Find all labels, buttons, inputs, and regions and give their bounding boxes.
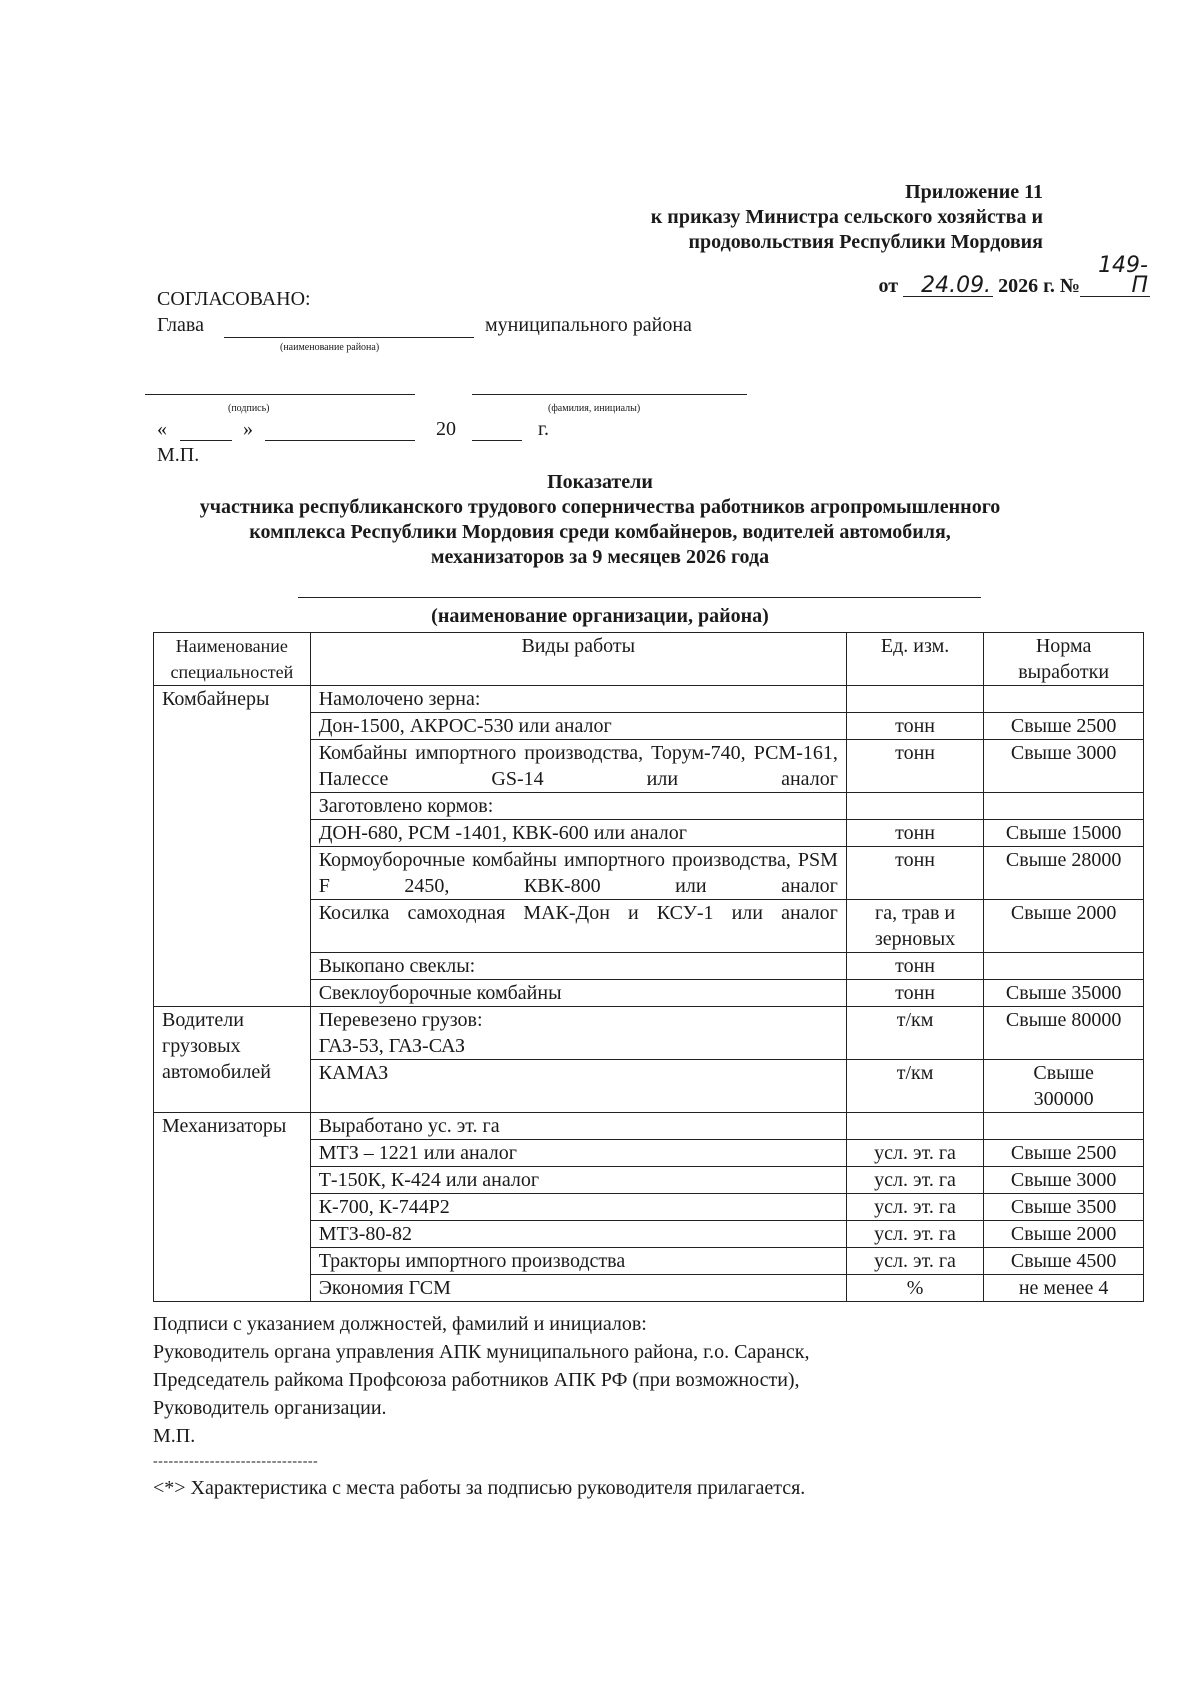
handwritten-order-number: 149-П	[1080, 256, 1150, 297]
specialty-drivers: Водители грузовых автомобилей	[154, 1007, 311, 1113]
work-cell: КАМАЗ	[310, 1060, 846, 1113]
work-cell: МТЗ-80-82	[310, 1221, 846, 1248]
work-cell: Намолочено зерна:	[310, 686, 846, 713]
appendix-title: Приложение 11	[905, 181, 1043, 203]
norm-cell: Свыше 80000	[984, 1007, 1144, 1060]
agreed-label: СОГЛАСОВАНО:	[157, 288, 311, 310]
norm-cell	[984, 686, 1144, 713]
stamp-label: М.П.	[157, 444, 200, 466]
footnote: <*> Характеристика с места работы за подписью руководителя прилагается.	[153, 1477, 806, 1499]
district-line	[224, 337, 474, 338]
title-line-3: комплекса Республики Мордовия среди комбайнеров, водителей автомобиля,	[249, 521, 951, 543]
work-cell: Косилка самоходная МАК-Дон и КСУ-1 или аналог	[310, 900, 846, 953]
work-line: ГАЗ-53, ГАЗ-САЗ	[318, 1035, 466, 1057]
header-unit: Ед. изм.	[846, 633, 983, 686]
unit-cell	[846, 1113, 983, 1140]
norm-cell: Свыше 2000	[984, 1221, 1144, 1248]
unit-cell: усл. эт. га	[846, 1167, 983, 1194]
norm-cell	[984, 793, 1144, 820]
unit-cell: усл. эт. га	[846, 1140, 983, 1167]
work-cell: Заготовлено кормов:	[310, 793, 846, 820]
unit-cell: т/км	[846, 1060, 983, 1113]
unit-cell: т/км	[846, 1007, 983, 1060]
work-cell: Выкопано свеклы:	[310, 953, 846, 980]
name-line	[472, 394, 747, 395]
norm-cell: Свыше 3000	[984, 740, 1144, 793]
unit-cell: тонн	[846, 820, 983, 847]
unit-cell: тонн	[846, 953, 983, 980]
unit-cell	[846, 793, 983, 820]
norm-cell: Свыше 2000	[984, 900, 1144, 953]
table-row	[154, 686, 1144, 713]
district-caption: (наименование района)	[280, 342, 380, 353]
date-prefix: от	[878, 275, 899, 297]
district-suffix: муниципального района	[485, 314, 692, 336]
signatory-union-chair: Председатель райкома Профсоюза работников АПК РФ (при возможности),	[153, 1369, 800, 1391]
header-specialty: Наименование специальностей	[154, 633, 311, 686]
order-date-line	[878, 253, 1151, 299]
unit-cell: усл. эт. га	[846, 1248, 983, 1275]
month-line	[265, 440, 415, 441]
unit-cell	[846, 686, 983, 713]
unit-cell: усл. эт. га	[846, 1221, 983, 1248]
year-suffix: г.	[538, 418, 549, 440]
work-cell: Экономия ГСМ	[310, 1275, 846, 1302]
header-work: Виды работы	[310, 633, 846, 686]
handwritten-date: 24.09.	[903, 276, 993, 297]
norm-cell: не менее 4	[984, 1275, 1144, 1302]
work-cell: Тракторы импортного производства	[310, 1248, 846, 1275]
table-row	[154, 1007, 1144, 1060]
work-cell: ДОН-680, РСМ -1401, КВК-600 или аналог	[310, 820, 846, 847]
table-header-row	[154, 633, 1144, 686]
name-caption: (фамилия, инициалы)	[548, 403, 641, 414]
footer-stamp-label: М.П.	[153, 1425, 196, 1447]
indicators-table	[153, 632, 1144, 1302]
work-cell: Комбайны импортного производства, Торум-740, РСМ-161, Палессе GS-14 или аналог	[310, 740, 846, 793]
norm-cell: Свыше 3500	[984, 1194, 1144, 1221]
work-cell: Кормоуборочные комбайны импортного производства, PSM F 2450, КВК-800 или аналог	[310, 847, 846, 900]
order-year: 2026 г. №	[998, 275, 1080, 297]
unit-cell: усл. эт. га	[846, 1194, 983, 1221]
norm-cell	[984, 953, 1144, 980]
unit-cell: тонн	[846, 740, 983, 793]
order-reference: к приказу Министра сельского хозяйства и	[650, 206, 1043, 228]
norm-cell: Свыше 15000	[984, 820, 1144, 847]
title-line-4: механизаторов за 9 месяцев 2026 года	[430, 546, 770, 568]
work-cell: МТЗ – 1221 или аналог	[310, 1140, 846, 1167]
document-title: Показатели	[547, 471, 653, 493]
signatory-organization-head: Руководитель организации.	[153, 1397, 387, 1419]
year-line	[472, 440, 522, 441]
unit-cell: тонн	[846, 980, 983, 1007]
norm-cell: Свыше 2500	[984, 1140, 1144, 1167]
organization-caption: (наименование организации, района)	[431, 605, 769, 627]
signatory-apk-head: Руководитель органа управления АПК муниципального района, г.о. Саранск,	[153, 1341, 810, 1363]
unit-cell: тонн	[846, 847, 983, 900]
year-prefix: 20	[436, 418, 456, 440]
unit-cell: %	[846, 1275, 983, 1302]
unit-cell: тонн	[846, 713, 983, 740]
work-cell: Свеклоуборочные комбайны	[310, 980, 846, 1007]
quote-close: »	[243, 418, 253, 440]
work-cell: Выработано ус. эт. га	[310, 1113, 846, 1140]
footnote-separator: --------------------------------	[153, 1454, 319, 1469]
norm-cell: Свыше 2500	[984, 713, 1144, 740]
header-norm: Норма выработки	[984, 633, 1144, 686]
norm-cell: Свыше 28000	[984, 847, 1144, 900]
norm-cell: Свыше 35000	[984, 980, 1144, 1007]
norm-cell: Свыше 300000	[984, 1060, 1144, 1113]
norm-cell	[984, 1113, 1144, 1140]
ministry-name: продовольствия Республики Мордовия	[688, 231, 1043, 253]
work-cell: Дон-1500, АКРОС-530 или аналог	[310, 713, 846, 740]
signature-line	[145, 394, 415, 395]
unit-cell: га, трав и зерновых	[846, 900, 983, 953]
specialty-combiners: Комбайнеры	[154, 686, 311, 1007]
work-cell: Т-150К, К-424 или аналог	[310, 1167, 846, 1194]
norm-cell: Свыше 3000	[984, 1167, 1144, 1194]
specialty-mechanics: Механизаторы	[154, 1113, 311, 1302]
quote-open: «	[157, 418, 167, 440]
head-label: Глава	[157, 314, 204, 336]
signature-caption: (подпись)	[228, 403, 270, 414]
norm-cell: Свыше 4500	[984, 1248, 1144, 1275]
work-line: Перевезено грузов:	[318, 1009, 483, 1031]
organization-line	[298, 597, 981, 598]
day-line	[180, 440, 232, 441]
table-row	[154, 1113, 1144, 1140]
work-cell: К-700, К-744Р2	[310, 1194, 846, 1221]
title-line-2: участника республиканского трудового соперничества работников агропромышленного	[199, 496, 1001, 518]
work-cell	[310, 1007, 846, 1060]
signatures-heading: Подписи с указанием должностей, фамилий и инициалов:	[153, 1313, 647, 1335]
